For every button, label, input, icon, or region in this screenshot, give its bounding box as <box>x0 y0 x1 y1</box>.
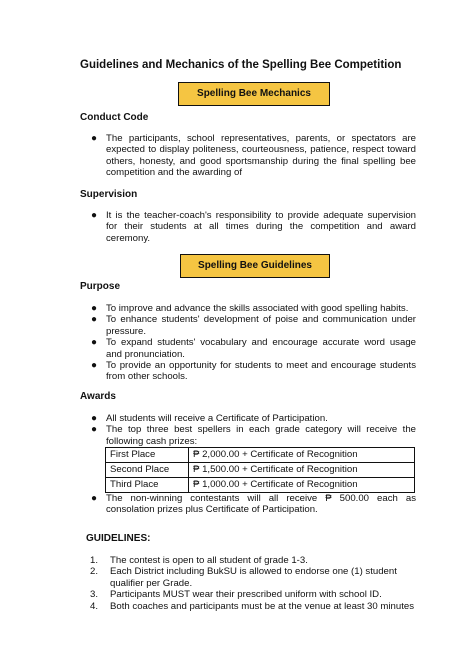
table-row <box>106 448 415 463</box>
table-row <box>106 478 415 493</box>
list-item: ● All students will receive a Certificate of Participation. <box>91 413 328 424</box>
list-item: ● To expand students' vocabulary and encourage accurate word usage and pronunciation. <box>91 337 416 360</box>
bullet-icon: ● <box>91 424 98 436</box>
list-item: ● The top three best spellers in each grade category will receive the following cash prizes: <box>91 424 416 447</box>
list-item: ● It is the teacher-coach's responsibility to provide adequate supervision for their students at all times during the competition and award ceremony. <box>91 210 416 244</box>
prize-cell: ₱ 1,000.00 + Certificate of Recognition <box>189 478 415 493</box>
guidelines-list <box>90 555 418 612</box>
awards-list <box>91 413 416 447</box>
bullet-icon: ● <box>91 360 98 372</box>
list-item: 1. The contest is open to all student of grade 1-3. <box>90 555 308 566</box>
prize-cell: ₱ 1,500.00 + Certificate of Recognition <box>189 463 415 478</box>
list-item: ● To enhance students' development of poise and communication under pressure. <box>91 314 416 337</box>
mechanics-section-box: Spelling Bee Mechanics <box>178 82 330 106</box>
guidelines-section-box: Spelling Bee Guidelines <box>180 254 330 278</box>
purpose-list <box>91 303 416 383</box>
prize-table <box>105 447 415 493</box>
bullet-icon: ● <box>91 303 98 314</box>
bullet-icon: ● <box>91 413 98 424</box>
prize-cell: ₱ 2,000.00 + Certificate of Recognition <box>189 448 415 463</box>
list-item: ● To provide an opportunity for students to meet and encourage students from other schools. <box>91 360 416 383</box>
place-cell: Second Place <box>106 463 189 478</box>
bullet-icon: ● <box>91 493 98 504</box>
table-row <box>106 463 415 478</box>
list-item: 3. Participants MUST wear their prescribed uniform with school ID. <box>90 589 382 601</box>
place-cell: First Place <box>106 448 189 463</box>
bullet-icon: ● <box>91 314 98 326</box>
awards-heading: Awards <box>80 391 116 402</box>
list-item: 4. Both coaches and participants must be at the venue at least 30 minutes <box>90 600 414 612</box>
bullet-icon: ● <box>91 133 98 144</box>
conduct-list <box>91 133 416 179</box>
list-item: ● To improve and advance the skills associated with good spelling habits. <box>91 303 409 314</box>
list-item: ● The participants, school representatives, parents, or spectators are expected to display politeness, courteousness, patience, respect toward others, honesty, and good sportsmanship during the final spelling bee competition and the awarding of <box>91 133 416 179</box>
purpose-heading: Purpose <box>80 281 121 292</box>
bullet-icon: ● <box>91 337 98 349</box>
page-title: Guidelines and Mechanics of the Spelling Bee Competition <box>80 59 402 71</box>
bullet-icon: ● <box>91 210 98 221</box>
list-item: 2. Each District including BukSU is allowed to endorse one (1) student qualifier per Grade. <box>90 566 397 589</box>
supervision-list <box>91 210 416 244</box>
list-item: ● The non-winning contestants will all receive ₱ 500.00 each as consolation prizes plus Certificate of Participation. <box>91 493 416 516</box>
place-cell: Third Place <box>106 478 189 493</box>
awards-after-list <box>91 493 416 516</box>
guidelines-heading: GUIDELINES: <box>86 533 151 544</box>
conduct-heading: Conduct Code <box>80 112 149 123</box>
supervision-heading: Supervision <box>80 189 138 200</box>
